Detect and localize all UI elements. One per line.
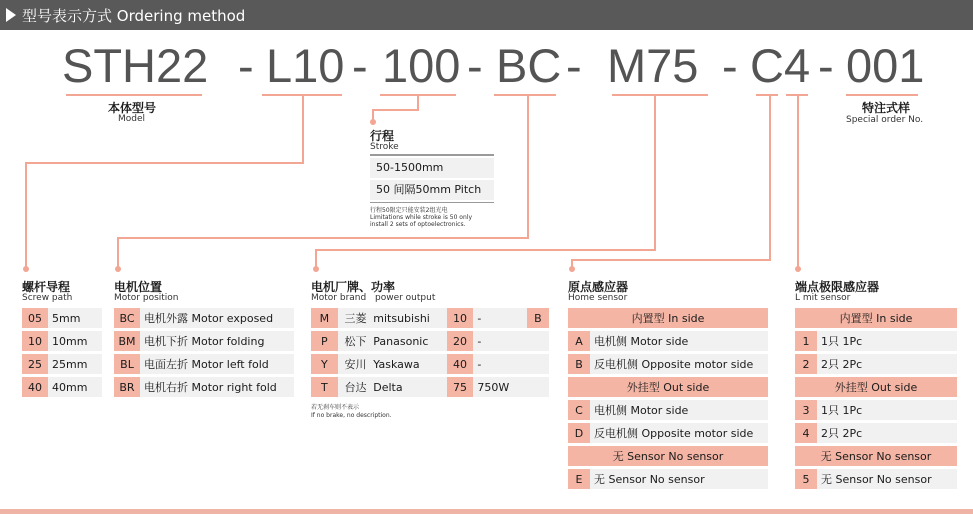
table-row (795, 308, 957, 330)
home-sensor-table (568, 308, 768, 492)
option-code: BC (114, 308, 140, 330)
option-code: BM (114, 330, 140, 353)
table-row (568, 353, 768, 376)
option-code: 2 (795, 353, 817, 376)
table-row (22, 376, 102, 399)
stroke-note: install 2 sets of optoelectronics. (370, 221, 466, 228)
table-row (22, 353, 102, 376)
divider (370, 154, 494, 156)
code-dash: - (722, 39, 738, 92)
power-code: 20 (447, 330, 474, 353)
connector-line (315, 249, 656, 251)
stroke-pitch: 50 间隔50mm Pitch (370, 180, 494, 200)
footer-band (0, 509, 973, 514)
option-value: 1只 1Pc (817, 399, 957, 422)
motor-position-label-zh: 电机位置 (114, 280, 163, 294)
brand-zh: 安川 (338, 353, 374, 376)
underline-motor-position (494, 94, 556, 96)
stroke-range: 50-1500mm (370, 158, 494, 178)
brake-code (527, 353, 549, 376)
option-value: 2只 2Pc (817, 422, 957, 445)
option-value: 反电机侧 Opposite motor side (590, 353, 768, 376)
table-row (311, 330, 549, 353)
table-row (795, 445, 957, 468)
power-value: 750W (473, 376, 526, 399)
underline-model (66, 94, 202, 96)
connector-line (654, 94, 656, 251)
brand-en: Delta (373, 376, 446, 399)
table-row (114, 353, 294, 376)
limit-sensor-label-zh: 端点极限感应器 (795, 280, 880, 294)
power-value: - (473, 353, 526, 376)
brand-zh: 台达 (338, 376, 374, 399)
underline-home-sensor (756, 94, 778, 96)
model-label-en: Model (118, 114, 146, 124)
connector-dot (370, 119, 376, 125)
power-value: - (473, 330, 526, 353)
table-row (795, 468, 957, 491)
underline-motor-brand (612, 94, 708, 96)
table-row (311, 376, 549, 399)
option-value: 电机侧 Motor side (590, 399, 768, 422)
group-header: 内置型 In side (795, 308, 957, 330)
connector-line (571, 259, 771, 261)
table-row (568, 445, 768, 468)
connector-line (25, 162, 27, 268)
motor-brand-table (311, 308, 549, 400)
connector-dot (115, 266, 121, 272)
code-dash: - (467, 39, 483, 92)
group-header: 外挂型 Out side (568, 376, 768, 399)
table-row (795, 422, 957, 445)
limit-sensor-label-en: L mit sensor (795, 293, 851, 303)
table-row (795, 353, 957, 376)
header-bar (0, 0, 973, 30)
code-dash: - (238, 39, 254, 92)
option-value: 40mm (48, 376, 102, 399)
power-value: - (473, 308, 526, 330)
code-dash: - (566, 39, 582, 92)
option-code: 1 (795, 330, 817, 353)
connector-dot (23, 266, 29, 272)
table-row (311, 353, 549, 376)
connector-line (527, 94, 529, 239)
code-stroke: 100 (382, 39, 461, 92)
brand-zh: 三菱 (338, 308, 374, 330)
option-code: B (568, 353, 590, 376)
model-label-zh: 本体型号 (108, 101, 157, 115)
table-row (568, 422, 768, 445)
motor-position-table (114, 308, 294, 400)
option-value: 电机外露 Motor exposed (140, 308, 294, 330)
underline-special (846, 94, 918, 96)
table-row (22, 330, 102, 353)
option-code: C (568, 399, 590, 422)
option-code: 40 (22, 376, 48, 399)
table-row (568, 308, 768, 330)
brand-en: mitsubishi (373, 308, 446, 330)
code-motor-position: BC (496, 39, 562, 92)
option-value: 10mm (48, 330, 102, 353)
connector-line (117, 237, 529, 239)
option-code: BL (114, 353, 140, 376)
chevron-right-icon (6, 8, 16, 22)
code-special: 001 (846, 39, 925, 92)
option-code: 3 (795, 399, 817, 422)
brake-code: B (527, 308, 549, 330)
connector-dot (569, 266, 575, 272)
limit-sensor-table (795, 308, 957, 492)
brand-en: Panasonic (373, 330, 446, 353)
option-code: A (568, 330, 590, 353)
table-row (795, 376, 957, 399)
group-header: 无 Sensor No sensor (568, 445, 768, 468)
motor-brand-label-en: Motor brand (311, 293, 367, 303)
option-code: 10 (22, 330, 48, 353)
table-row (795, 399, 957, 422)
table-row (22, 308, 102, 330)
option-code: 05 (22, 308, 48, 330)
table-row (114, 330, 294, 353)
page-title: 型号表示方式 Ordering method (22, 7, 246, 25)
stroke-label-zh: 行程 (370, 129, 395, 143)
option-value: 电面左折 Motor left fold (140, 353, 294, 376)
option-value: 1只 1Pc (817, 330, 957, 353)
group-header: 无 Sensor No sensor (795, 445, 957, 468)
brand-en: Yaskawa (373, 353, 446, 376)
power-code: 10 (447, 308, 474, 330)
connector-line (769, 94, 771, 261)
screw-label-zh: 螺杆导程 (22, 280, 71, 294)
option-code: D (568, 422, 590, 445)
code-model: STH22 (62, 39, 209, 92)
screw-table (22, 308, 102, 400)
home-sensor-label-zh: 原点感应器 (568, 280, 629, 294)
code-dash: - (352, 39, 368, 92)
option-code: E (568, 468, 590, 491)
connector-dot (795, 266, 801, 272)
group-header: 外挂型 Out side (795, 376, 957, 399)
option-code: 4 (795, 422, 817, 445)
brake-code (527, 376, 549, 399)
table-row (795, 330, 957, 353)
code-screw: L10 (266, 39, 345, 92)
connector-line (25, 162, 304, 164)
table-row (568, 399, 768, 422)
power-code: 40 (447, 353, 474, 376)
option-code: T (311, 376, 338, 399)
motor-power-label-en: power output (375, 293, 436, 303)
special-label-en: Special order No. (846, 115, 924, 125)
option-value: 电机侧 Motor side (590, 330, 768, 353)
option-code: Y (311, 353, 338, 376)
connector-line (302, 94, 304, 164)
table-row (568, 330, 768, 353)
option-value: 2只 2Pc (817, 353, 957, 376)
stroke-label-en: Stroke (370, 142, 399, 152)
brake-note: If no brake, no description. (311, 412, 392, 419)
connector-line (372, 109, 419, 111)
code-sensors: C4 (750, 39, 811, 92)
option-value: 25mm (48, 353, 102, 376)
code-dash: - (818, 39, 834, 92)
connector-dot (313, 266, 319, 272)
home-sensor-label-en: Home sensor (568, 293, 628, 303)
table-row (568, 376, 768, 399)
table-row (114, 376, 294, 399)
connector-line (797, 94, 799, 268)
power-code: 75 (447, 376, 474, 399)
table-row (114, 308, 294, 330)
table-row (568, 468, 768, 491)
code-motor-brand: M75 (607, 39, 699, 92)
group-header: 内置型 In side (568, 308, 768, 330)
option-value: 电机右折 Motor right fold (140, 376, 294, 399)
option-code: 5 (795, 468, 817, 491)
option-value: 反电机侧 Opposite motor side (590, 422, 768, 445)
option-code: 25 (22, 353, 48, 376)
motor-position-label-en: Motor position (114, 293, 179, 303)
screw-label-en: Screw path (22, 293, 73, 303)
table-row (311, 308, 549, 330)
stroke-note: 行程50限定只能安装2组光电 (370, 207, 448, 214)
connector-line (117, 237, 119, 268)
option-code: P (311, 330, 338, 353)
motor-brand-label-zh: 电机厂牌、功率 (311, 280, 396, 294)
option-code: M (311, 308, 338, 330)
brand-zh: 松下 (338, 330, 374, 353)
option-code: BR (114, 376, 140, 399)
option-value: 无 Sensor No sensor (817, 468, 957, 491)
special-label-zh: 特注式样 (862, 101, 911, 115)
divider (370, 202, 494, 203)
option-value: 无 Sensor No sensor (590, 468, 768, 491)
option-value: 电机下折 Motor folding (140, 330, 294, 353)
stroke-note: Limitations while stroke is 50 only (370, 214, 472, 221)
option-value: 5mm (48, 308, 102, 330)
brake-code (527, 330, 549, 353)
brake-note: 若无刹车则不表示 (311, 404, 360, 411)
